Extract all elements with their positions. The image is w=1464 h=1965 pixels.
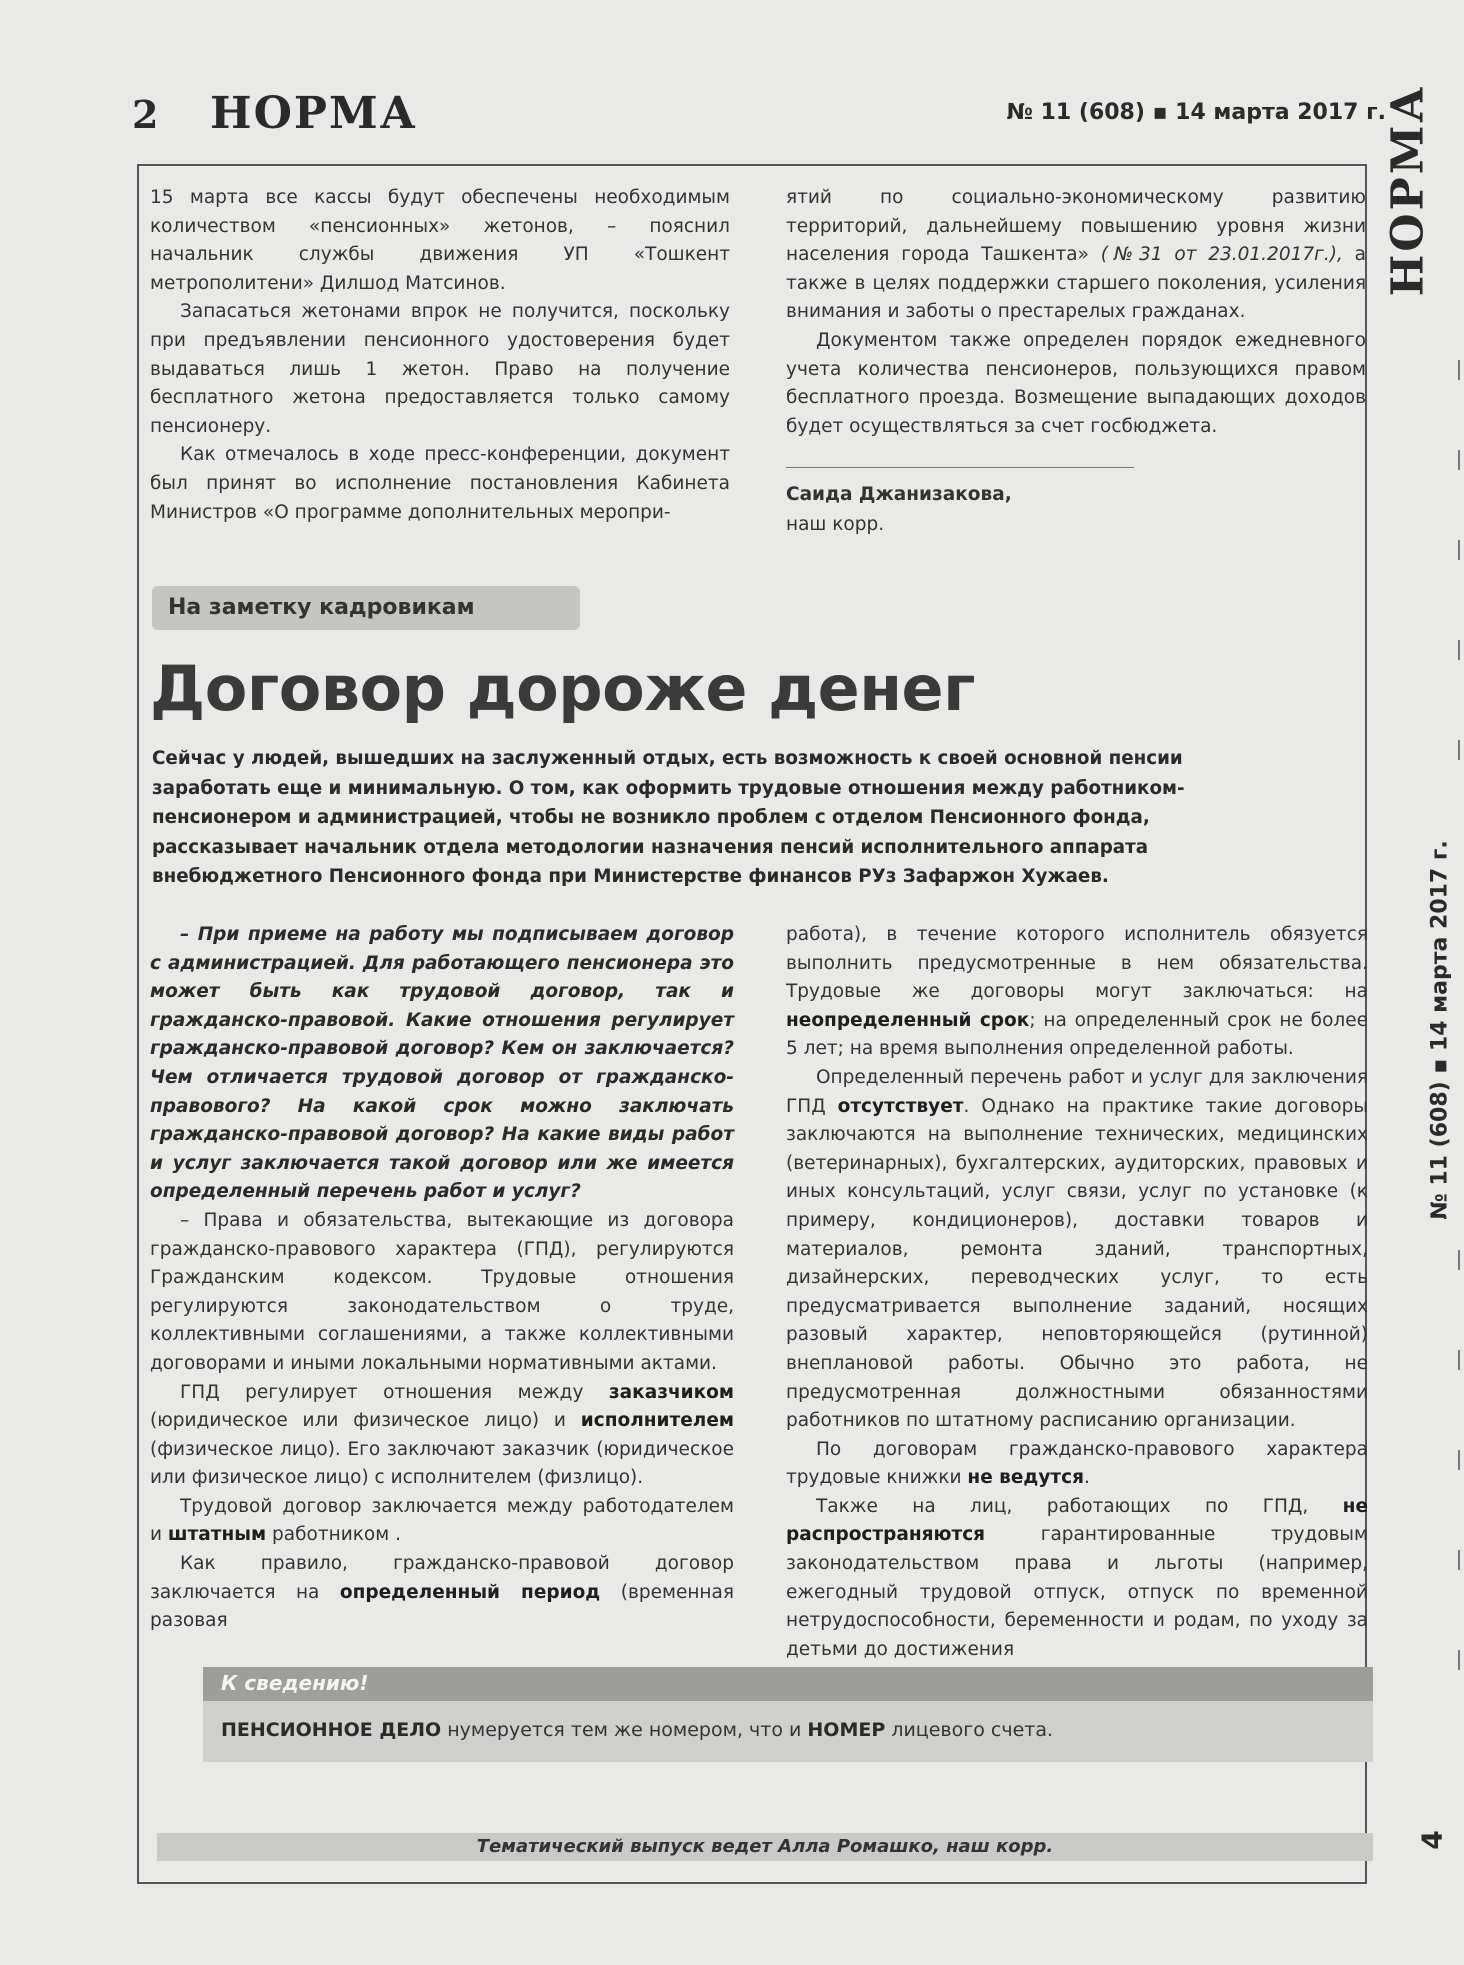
paragraph: 15 марта все кассы будут обеспечены необходимым количеством «пенсионных» жетонов, – пояснил начальник службы движения УП «Тошкент метрополитени» Дилшод Матсинов. bbox=[150, 187, 730, 294]
issue-info: № 11 (608) ▪ 14 марта 2017 г. bbox=[1006, 100, 1386, 125]
interview-question: – При приеме на работу мы подписываем договор с администрацией. Для работающего пенсионера это может быть как трудовой договор, так и гражданско-правовой. Какие отношения регулирует гражданско-правовой договор? Кем он заключается? Чем отличается трудовой договор от гражданско-правового? На какой срок можно заключать гражданско-правовой договор? На какие виды работ и услуг заключается такой договор или же имеется определенный перечень работ и услуг? bbox=[150, 924, 734, 1203]
article-headline: Договор дороже денег bbox=[150, 652, 975, 725]
edge-mark bbox=[1458, 1350, 1460, 1370]
decree-reference: (№31 от 23.01.2017г.), bbox=[1100, 244, 1343, 266]
article-lead: Сейчас у людей, вышедших на заслуженный отдых, есть возможность к своей основной пенсии заработать еще и минимальную. О том, как оформить трудовые отношения между работником-пенсионером и администрацией, чтобы не возникло проблем с отделом Пенсионного фонда, рассказывает начальник отдела методологии назначения пенсий исполнительного аппарата внебюджетного Пенсионного фонда при Министерстве финансов РУз Зафаржон Хужаев. bbox=[152, 748, 1185, 887]
footer-credit-bar: Тематический выпуск ведет Алла Ромашко, наш корр. bbox=[157, 1833, 1373, 1861]
info-note-text: ПЕНСИОННОЕ ДЕЛО нумеруется тем же номером, что и НОМЕР лицевого счета. bbox=[221, 1719, 1054, 1741]
byline-divider bbox=[786, 467, 1134, 468]
byline bbox=[786, 480, 1012, 540]
author-name: Саида Джанизакова, bbox=[786, 484, 1012, 505]
edge-mark bbox=[1458, 1650, 1460, 1670]
newspaper-title: НОРМА bbox=[210, 88, 418, 139]
paragraph: Документом также определен порядок ежедневного учета количества пенсионеров, пользующихся правом бесплатного проезда. Возмещение выпадающих доходов будет осуществляться за счет госбюджета. bbox=[786, 329, 1366, 437]
paragraph: ятий по социально-экономическому развитию территорий, дальнейшему повышению уровня жизни населения города Ташкента» (№31 от 23.01.2017г.), а также в целях поддержки старшего поколения, усиления внимания и заботы о престарелых гражданах. bbox=[786, 187, 1366, 323]
edge-mark bbox=[1458, 1250, 1460, 1270]
paragraph: ГПД регулирует отношения между заказчиком (юридическое или физическое лицо) и исполнителем (физическое лицо). Его заключают заказчик (юридическое или физическое лицо) с исполнителем (физлицо). bbox=[150, 1381, 734, 1489]
edge-mark bbox=[1458, 360, 1460, 380]
paragraph: По договорам гражданско-правового характера трудовые книжки не ведутся. bbox=[786, 1438, 1368, 1489]
info-note-heading: К сведению! bbox=[203, 1667, 1373, 1701]
paragraph: работа), в течение которого исполнитель обязуется выполнить предусмотренные в нем обязательства. Трудовые же договоры могут заключаться: на неопределенный срок; на определенный срок не более 5 лет; на время выполнения определенной работы. bbox=[786, 924, 1368, 1060]
paragraph: Определенный перечень работ и услуг для заключения ГПД отсутствует. Однако на практике такие договоры заключаются на выполнение технических, медицинских (ветеринарных), бухгалтерских, аудиторских, правовых и иных консультаций, услуг связи, услуг по установке (к примеру, кондиционеров), доставки товаров и материалов, ремонта зданий, транспортных, дизайнерских, переводческих услуг, то есть предусматривается выполнение заданий, носящих разовый характер, неповторяющейся (рутинной) внеплановой работы. Обычно это работа, не предусмотренная должностными обязанностями работников по штатному расписанию организации. bbox=[786, 1066, 1368, 1432]
side-page-number: 4 bbox=[1415, 1830, 1449, 1850]
edge-mark bbox=[1458, 540, 1460, 560]
prev-article-column-left bbox=[150, 184, 730, 527]
info-note-box bbox=[203, 1667, 1373, 1762]
paragraph: Трудовой договор заключается между работодателем и штатным работником . bbox=[150, 1495, 734, 1546]
edge-mark bbox=[1458, 1550, 1460, 1570]
paragraph: Как отмечалось в ходе пресс-конференции, документ был принят во исполнение постановления Кабинета Министров «О программе дополнительных меропри- bbox=[150, 444, 730, 523]
side-issue-info: № 11 (608) ▪ 14 марта 2017 г. bbox=[1427, 840, 1453, 1220]
edge-mark bbox=[1458, 640, 1460, 660]
page-number: 2 bbox=[132, 92, 159, 137]
side-newspaper-logo: НОРМА bbox=[1382, 83, 1434, 297]
paragraph: – Права и обязательства, вытекающие из договора гражданско-правового характера (ГПД), регулируются Гражданским кодексом. Трудовые отношения регулируются законодательством о труде, коллективными соглашениями, а также коллективными договорами и иными локальными нормативными актами. bbox=[150, 1209, 734, 1374]
edge-mark bbox=[1458, 740, 1460, 760]
article-column-left bbox=[150, 921, 734, 1636]
edge-mark bbox=[1458, 1450, 1460, 1470]
edge-mark bbox=[1458, 450, 1460, 470]
section-rubric: На заметку кадровикам bbox=[152, 586, 580, 630]
paragraph: Также на лиц, работающих по ГПД, не распространяются гарантированные трудовым законодательством права и льготы (например, ежегодный трудовой отпуск, отпуск по временной нетрудоспособности, беременности и родам, по уходу за детьми до достижения bbox=[786, 1495, 1368, 1660]
paragraph: Запасаться жетонами впрок не получится, поскольку при предъявлении пенсионного удостоверения будет выдаваться лишь 1 жетон. Право на получение бесплатного жетона предоставляется только самому пенсионеру. bbox=[150, 301, 730, 437]
article-column-right bbox=[786, 921, 1368, 1664]
author-role: наш корр. bbox=[786, 514, 885, 535]
prev-article-column-right bbox=[786, 184, 1366, 441]
paragraph: Как правило, гражданско-правовой договор заключается на определенный период (временная разовая bbox=[150, 1553, 734, 1632]
